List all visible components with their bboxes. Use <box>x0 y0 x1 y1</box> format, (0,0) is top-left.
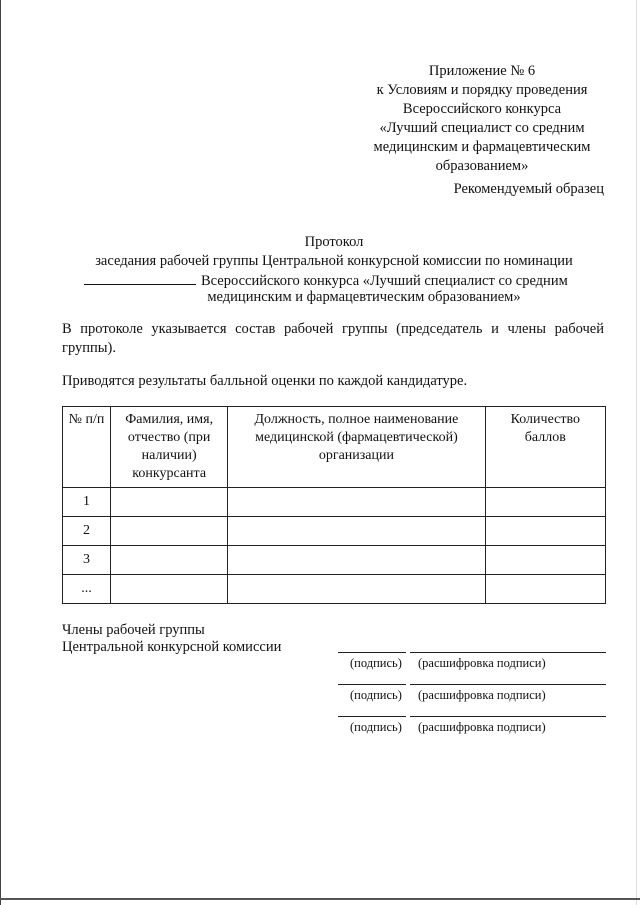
table-header-row <box>63 407 606 488</box>
appendix-line: к Условиям и порядку проведения <box>376 82 588 98</box>
page-edge-left <box>0 0 1 905</box>
row-number: ... <box>63 575 111 604</box>
protocol-subtitle-line2-text: Всероссийского конкурса «Лучший специалист со средним <box>201 273 568 289</box>
cell-score <box>485 517 605 546</box>
results-paragraph: Приводятся результаты балльной оценки по каждой кандидатуре. <box>62 373 468 389</box>
header-position-organization: Должность, полное наименование медицинской (фармацевтической) организации <box>228 407 485 488</box>
protocol-subtitle-line3: медицинским и фармацевтическим образованием» <box>207 289 521 305</box>
signature-line <box>338 716 406 717</box>
decode-caption: (расшифровка подписи) <box>418 720 546 734</box>
cell-full-name <box>111 575 228 604</box>
row-number: 2 <box>63 517 111 546</box>
row-number: 3 <box>63 546 111 575</box>
decode-caption: (расшифровка подписи) <box>418 688 546 702</box>
members-label-line1: Члены рабочей группы <box>62 622 205 638</box>
appendix-header <box>360 62 604 176</box>
header-number: № п/п <box>63 407 111 488</box>
decode-line <box>410 684 606 685</box>
cell-score <box>485 488 605 517</box>
table-row <box>63 517 606 546</box>
cell-score <box>485 546 605 575</box>
header-score: Количество баллов <box>485 407 605 488</box>
signature-caption: (подпись) <box>350 720 402 734</box>
header-full-name: Фамилия, имя, отчество (при наличии) конкурсанта <box>111 407 228 488</box>
nomination-blank <box>84 271 196 285</box>
protocol-subtitle-line1: заседания рабочей группы Центральной конкурсной комиссии по номинации <box>95 253 573 269</box>
table-row <box>63 488 606 517</box>
appendix-line: медицинским и фармацевтическим <box>373 139 591 155</box>
members-label-line2: Центральной конкурсной комиссии <box>62 639 282 655</box>
cell-position <box>228 517 485 546</box>
row-number: 1 <box>63 488 111 517</box>
appendix-line: Всероссийского конкурса <box>402 101 562 117</box>
sample-label: Рекомендуемый образец <box>453 181 604 197</box>
decode-line <box>410 716 606 717</box>
signature-caption: (подпись) <box>350 656 402 670</box>
signature-line <box>338 652 406 653</box>
signature-line <box>338 684 406 685</box>
composition-paragraph: В протоколе указывается состав рабочей группы (председатель и члены рабочей группы). <box>62 321 604 356</box>
cell-position <box>228 488 485 517</box>
protocol-title: Протокол <box>304 234 364 250</box>
cell-position <box>228 575 485 604</box>
appendix-line: Приложение № 6 <box>428 63 536 79</box>
appendix-line: образованием» <box>435 158 529 174</box>
signature-caption: (подпись) <box>350 688 402 702</box>
cell-score <box>485 575 605 604</box>
cell-position <box>228 546 485 575</box>
decode-caption: (расшифровка подписи) <box>418 656 546 670</box>
members-label <box>62 622 281 656</box>
cell-full-name <box>111 517 228 546</box>
cell-full-name <box>111 546 228 575</box>
table-row <box>63 546 606 575</box>
page-edge-bottom <box>0 898 640 900</box>
appendix-line: «Лучший специалист со средним <box>379 120 585 136</box>
page-edge-right <box>636 0 637 905</box>
cell-full-name <box>111 488 228 517</box>
decode-line <box>410 652 606 653</box>
table-row <box>63 575 606 604</box>
results-table <box>62 406 606 604</box>
protocol-subtitle-line2 <box>84 271 608 290</box>
